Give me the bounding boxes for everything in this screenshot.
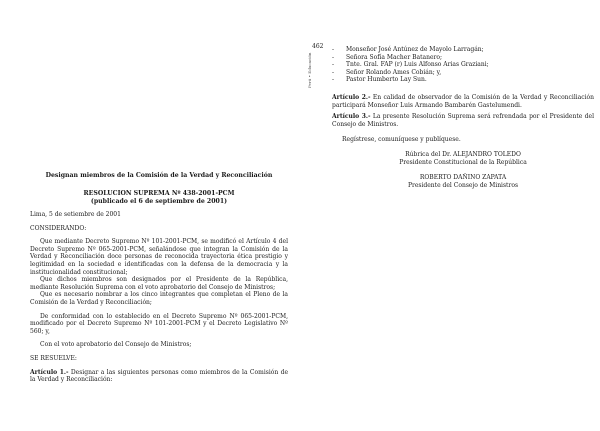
article-2 [332,94,594,109]
page-number: 462 [312,43,324,50]
article-1-text: Designar a las siguientes personas como miembros de la Comisión de la Verdad y Reconciliación: [30,368,288,384]
paragraph-4: De conformidad con lo establecido en el Decreto Supremo Nº 065-2001-PCM, modificado por el Decreto Supremo Nº 101-2001-PCM y el Decreto Legislativo Nº 560; y, [30,312,288,335]
date-line: Lima, 5 de setiembre de 2001 [30,211,121,218]
list-item: - Tnte. Gral. FAP (r) Luis Alfonso Arias Graziani; [332,61,594,69]
article-3-label: Artículo 3.- [332,113,371,120]
signature-title: Presidente Constitucional de la República [399,158,527,166]
list-item: - Pastor Humberto Lay Sun. [332,76,594,84]
signature-title: Presidente del Consejo de Ministros [407,181,519,189]
resolution-body [30,211,288,384]
paragraph-2: Que dichos miembros son designados por el Presidente de la República, mediante Resolución Suprema con el voto aprobatorio del Consejo de Ministros; [30,276,288,291]
list-item: - Señora Sofía Macher Batanero; [332,54,594,62]
resolution-header [30,190,288,206]
considering-heading: CONSIDERANDO: [30,224,87,232]
document-title: Designan miembros de la Comisión de la Verdad y Reconciliación [45,172,273,179]
member-list [332,46,594,84]
running-head: Perú • Educación [307,52,312,88]
paragraph-5: Con el voto aprobatorio del Consejo de Ministros; [40,341,192,349]
article-3 [332,113,594,128]
signature-name: Rúbrica del Dr. ALEJANDRO TOLEDO [405,151,521,158]
signature-minister [332,174,594,189]
closing-formula: Regístrese, comuníquese y publíquese. [342,136,461,143]
list-item: - Señor Rolando Ames Cobián; y, [332,69,594,77]
publication-date: (publicado el 6 de septiembre de 2001) [90,198,228,205]
list-item: - Monseñor José Antúnez de Mayolo Larragán; [332,46,594,54]
signature-name: ROBERTO DAÑINO ZAPATA [419,174,507,181]
article-3-text: La presente Resolución Suprema será refrendada por el Presidente del Consejo de Ministros. [332,113,594,128]
resolution-title: RESOLUCION SUPREMA Nº 438-2001-PCM [83,190,235,197]
resolves-heading: SE RESUELVE: [30,354,77,362]
article-1 [30,369,288,384]
article-1-label: Artículo 1.- [30,368,69,376]
right-page [300,0,600,431]
article-2-text: En calidad de observador de la Comisión de la Verdad y Reconciliación participará Monseñor Luis Armando Bambarén Gastelumendi. [332,94,594,109]
paragraph-3: Que es necesario nombrar a los cinco integrantes que completan el Pleno de la Comisión de la Verdad y Reconciliación; [30,291,288,306]
paragraph-1: Que mediante Decreto Supremo Nº 101-2001-PCM, se modificó el Artículo 4 del Decreto Supremo Nº 065-2001-PCM, señalándose que integran la Comisión de la Verdad y Reconciliación doce personas de reconocida trayectoria ética prestigio y legitimidad en la sociedad e identificadas con la defensa de la democracia y la institucionalidad constitucional; [30,238,288,276]
article-2-label: Artículo 2.- [332,94,371,101]
signature-president [332,151,594,166]
